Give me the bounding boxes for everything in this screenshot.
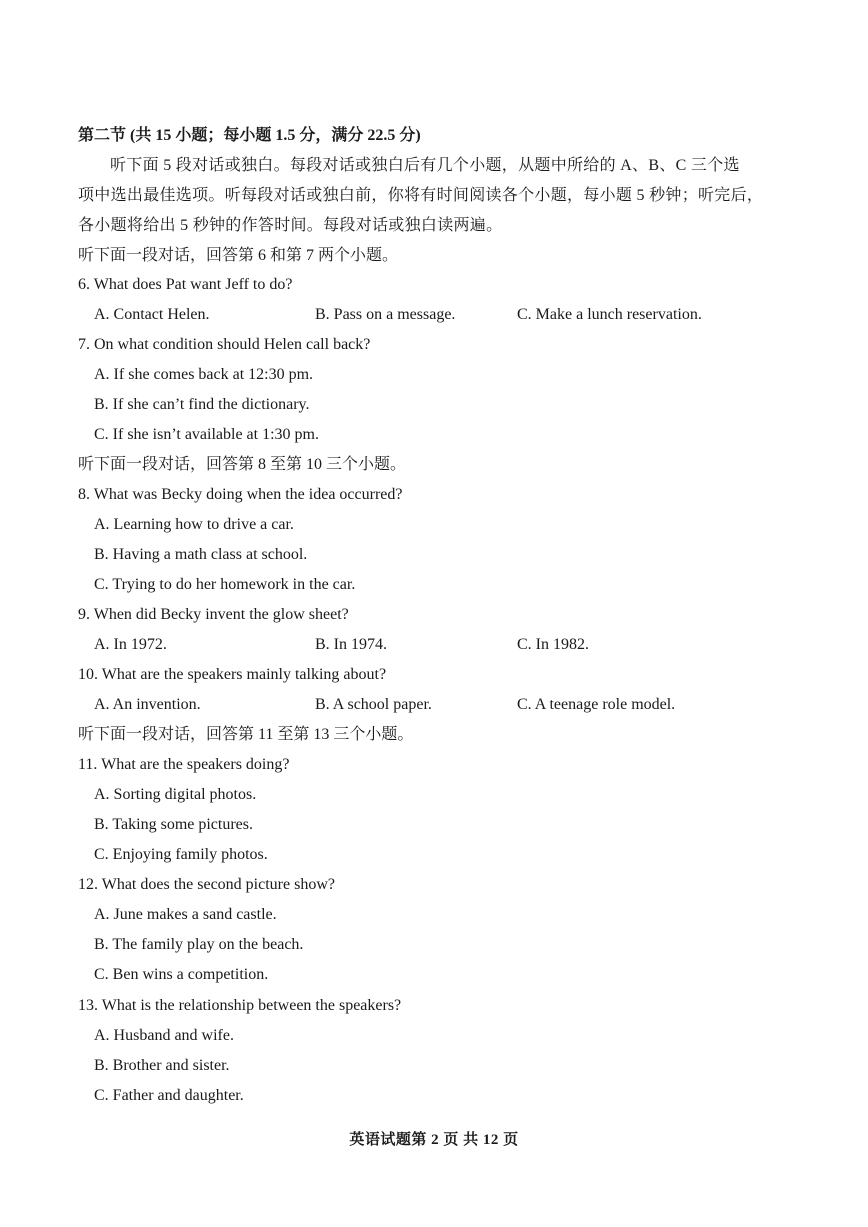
- option-b: B. Taking some pictures.: [94, 816, 254, 833]
- option-a: A. In 1972.: [94, 636, 167, 653]
- question-stem: 8. What was Becky doing when the idea occurred?: [78, 486, 403, 503]
- group-intro: 听下面一段对话，回答第 6 和第 7 两个小题。: [78, 247, 399, 264]
- section-heading: 第二节 (共 15 小题；每小题 1.5 分，满分 22.5 分): [78, 127, 421, 144]
- question-stem: 7. On what condition should Helen call back?: [78, 336, 371, 353]
- question-stem: 12. What does the second picture show?: [78, 876, 335, 893]
- group-intro: 听下面一段对话，回答第 11 至第 13 三个小题。: [78, 726, 414, 743]
- instruction-line-1: 听下面 5 段对话或独白。每段对话或独白后有几个小题，从题中所给的 A、B、C 三个选: [110, 157, 740, 174]
- option-c: C. Trying to do her homework in the car.: [94, 576, 356, 593]
- page-footer: 英语试题第 2 页 共 12 页: [349, 1132, 519, 1148]
- option-c: C. If she isn’t available at 1:30 pm.: [94, 426, 319, 443]
- question-stem: 13. What is the relationship between the speakers?: [78, 997, 402, 1014]
- option-c: C. Enjoying family photos.: [94, 846, 268, 863]
- option-a: A. If she comes back at 12:30 pm.: [94, 366, 314, 383]
- question-stem: 10. What are the speakers mainly talking about?: [78, 666, 387, 683]
- option-a: A. Husband and wife.: [94, 1027, 234, 1044]
- option-b: B. Having a math class at school.: [94, 546, 308, 563]
- instruction-line-2: 项中选出最佳选项。听每段对话或独白前，你将有时间阅读各个小题，每小题 5 秒钟；听完后，: [78, 187, 764, 204]
- instruction-line-3: 各小题将给出 5 秒钟的作答时间。每段对话或独白读两遍。: [78, 217, 503, 234]
- option-c: C. Make a lunch reservation.: [517, 306, 702, 323]
- option-c: C. Father and daughter.: [94, 1087, 244, 1104]
- option-b: B. If she can’t find the dictionary.: [94, 396, 310, 413]
- option-a: A. June makes a sand castle.: [94, 906, 277, 923]
- option-b: B. The family play on the beach.: [94, 936, 304, 953]
- question-stem: 9. When did Becky invent the glow sheet?: [78, 606, 349, 623]
- option-c: C. A teenage role model.: [517, 696, 676, 713]
- option-c: C. Ben wins a competition.: [94, 966, 269, 983]
- question-stem: 6. What does Pat want Jeff to do?: [78, 276, 293, 293]
- option-b: B. Brother and sister.: [94, 1057, 230, 1074]
- option-b: B. Pass on a message.: [315, 306, 456, 323]
- group-intro: 听下面一段对话，回答第 8 至第 10 三个小题。: [78, 456, 407, 473]
- option-c: C. In 1982.: [517, 636, 589, 653]
- option-a: A. Sorting digital photos.: [94, 786, 257, 803]
- option-a: A. Contact Helen.: [94, 306, 210, 323]
- option-b: B. A school paper.: [315, 696, 432, 713]
- option-a: A. An invention.: [94, 696, 201, 713]
- question-stem: 11. What are the speakers doing?: [78, 756, 290, 773]
- option-b: B. In 1974.: [315, 636, 387, 653]
- option-a: A. Learning how to drive a car.: [94, 516, 294, 533]
